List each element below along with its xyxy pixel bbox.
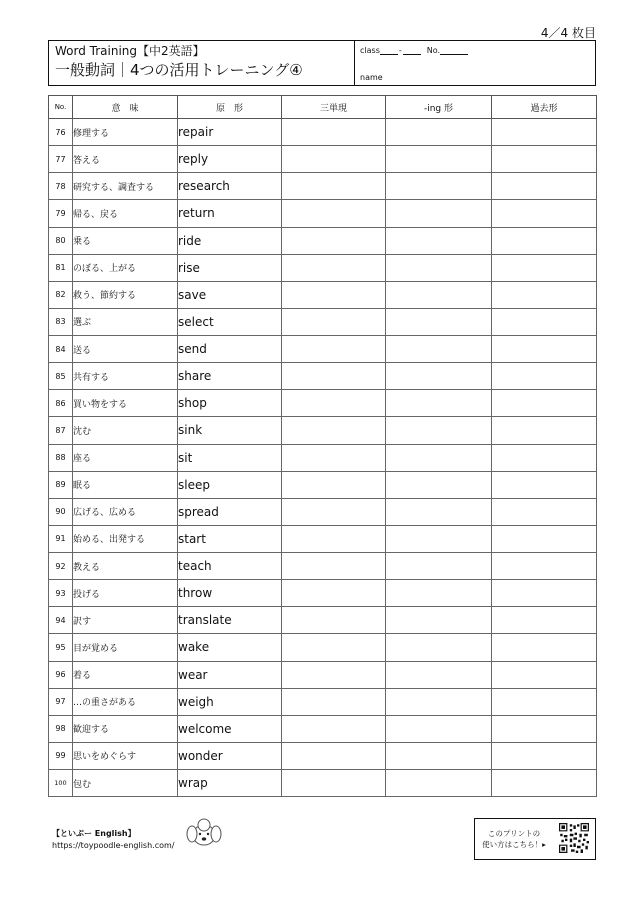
base-form-cell: repair: [178, 119, 282, 146]
ing-form-answer-cell[interactable]: [386, 173, 492, 200]
third-person-answer-cell[interactable]: [282, 498, 386, 525]
table-row: [49, 471, 597, 498]
base-form-cell: wrap: [178, 770, 282, 797]
base-form-cell: ride: [178, 227, 282, 254]
row-number: 93: [49, 580, 73, 607]
third-person-answer-cell[interactable]: [282, 444, 386, 471]
row-number: 86: [49, 390, 73, 417]
past-form-answer-cell[interactable]: [492, 336, 597, 363]
ing-form-answer-cell[interactable]: [386, 444, 492, 471]
meaning-cell: 修理する: [73, 119, 178, 146]
table-row: [49, 607, 597, 634]
ing-form-answer-cell[interactable]: [386, 661, 492, 688]
third-person-answer-cell[interactable]: [282, 146, 386, 173]
row-number: 96: [49, 661, 73, 688]
base-form-cell: return: [178, 200, 282, 227]
third-person-answer-cell[interactable]: [282, 661, 386, 688]
table-row: [49, 661, 597, 688]
row-number: 94: [49, 607, 73, 634]
table-row: [49, 525, 597, 552]
past-form-answer-cell[interactable]: [492, 308, 597, 335]
column-header-base: 原 形: [178, 96, 282, 119]
base-form-cell: welcome: [178, 715, 282, 742]
table-row: [49, 308, 597, 335]
past-form-answer-cell[interactable]: [492, 742, 597, 769]
guide-text-line1: このプリントの: [487, 829, 541, 838]
row-number: 99: [49, 742, 73, 769]
meaning-cell: 投げる: [73, 580, 178, 607]
row-number: 89: [49, 471, 73, 498]
past-form-answer-cell[interactable]: [492, 200, 597, 227]
guide-text-line2: 使い方はこちら！▸: [482, 840, 546, 849]
row-number: 87: [49, 417, 73, 444]
name-label: name: [360, 73, 383, 82]
number-label: No.: [426, 46, 441, 55]
past-form-answer-cell[interactable]: [492, 390, 597, 417]
past-form-answer-cell[interactable]: [492, 363, 597, 390]
third-person-answer-cell[interactable]: [282, 553, 386, 580]
ing-form-answer-cell[interactable]: [386, 742, 492, 769]
base-form-cell: sink: [178, 417, 282, 444]
ing-form-answer-cell[interactable]: [386, 254, 492, 281]
meaning-cell: 帰る、戻る: [73, 200, 178, 227]
base-form-cell: rise: [178, 254, 282, 281]
meaning-cell: 送る: [73, 336, 178, 363]
base-form-cell: translate: [178, 607, 282, 634]
meaning-cell: 答える: [73, 146, 178, 173]
meaning-cell: 沈む: [73, 417, 178, 444]
past-form-answer-cell[interactable]: [492, 688, 597, 715]
table-row: [49, 146, 597, 173]
base-form-cell: wear: [178, 661, 282, 688]
table-row: [49, 200, 597, 227]
row-number: 85: [49, 363, 73, 390]
meaning-cell: 眠る: [73, 471, 178, 498]
past-form-answer-cell[interactable]: [492, 281, 597, 308]
past-form-answer-cell[interactable]: [492, 227, 597, 254]
base-form-cell: wake: [178, 634, 282, 661]
row-number: 80: [49, 227, 73, 254]
meaning-cell: 研究する、調査する: [73, 173, 178, 200]
table-row: [49, 281, 597, 308]
ing-form-answer-cell[interactable]: [386, 525, 492, 552]
third-person-answer-cell[interactable]: [282, 200, 386, 227]
base-form-cell: wonder: [178, 742, 282, 769]
worksheet-subtitle: Word Training【中2英語】: [55, 44, 205, 58]
ing-form-answer-cell[interactable]: [386, 200, 492, 227]
ing-form-answer-cell[interactable]: [386, 363, 492, 390]
third-person-answer-cell[interactable]: [282, 607, 386, 634]
ing-form-answer-cell[interactable]: [386, 580, 492, 607]
class-blank[interactable]: [380, 46, 398, 55]
third-person-answer-cell[interactable]: [282, 525, 386, 552]
table-row: [49, 742, 597, 769]
third-person-answer-cell[interactable]: [282, 173, 386, 200]
meaning-cell: 座る: [73, 444, 178, 471]
base-form-cell: select: [178, 308, 282, 335]
third-person-answer-cell[interactable]: [282, 742, 386, 769]
table-row: [49, 688, 597, 715]
base-form-cell: teach: [178, 553, 282, 580]
meaning-cell: 始める、出発する: [73, 525, 178, 552]
class-separator: -: [398, 46, 402, 55]
meaning-cell: 包む: [73, 770, 178, 797]
table-row: [49, 119, 597, 146]
ing-form-answer-cell[interactable]: [386, 281, 492, 308]
ing-form-answer-cell[interactable]: [386, 688, 492, 715]
table-row: [49, 254, 597, 281]
row-number: 90: [49, 498, 73, 525]
base-form-cell: shop: [178, 390, 282, 417]
past-form-answer-cell[interactable]: [492, 471, 597, 498]
meaning-cell: 訳す: [73, 607, 178, 634]
ing-form-answer-cell[interactable]: [386, 390, 492, 417]
column-header-third-person: 三単現: [282, 96, 386, 119]
table-row: [49, 498, 597, 525]
base-form-cell: share: [178, 363, 282, 390]
base-form-cell: throw: [178, 580, 282, 607]
past-form-answer-cell[interactable]: [492, 254, 597, 281]
row-number: 98: [49, 715, 73, 742]
row-number: 91: [49, 525, 73, 552]
ing-form-answer-cell[interactable]: [386, 715, 492, 742]
row-number: 95: [49, 634, 73, 661]
title-block: [49, 41, 355, 85]
usage-guide-box[interactable]: [474, 818, 596, 860]
row-number: 84: [49, 336, 73, 363]
meaning-cell: 共有する: [73, 363, 178, 390]
past-form-answer-cell[interactable]: [492, 525, 597, 552]
meaning-cell: 思いをめぐらす: [73, 742, 178, 769]
base-form-cell: weigh: [178, 688, 282, 715]
table-row: [49, 336, 597, 363]
past-form-answer-cell[interactable]: [492, 607, 597, 634]
third-person-answer-cell[interactable]: [282, 417, 386, 444]
class-label: class: [360, 46, 380, 55]
meaning-cell: 目が覚める: [73, 634, 178, 661]
third-person-answer-cell[interactable]: [282, 281, 386, 308]
meaning-cell: 乗る: [73, 227, 178, 254]
row-number: 79: [49, 200, 73, 227]
base-form-cell: reply: [178, 146, 282, 173]
ing-form-answer-cell[interactable]: [386, 417, 492, 444]
base-form-cell: save: [178, 281, 282, 308]
row-number: 81: [49, 254, 73, 281]
past-form-answer-cell[interactable]: [492, 146, 597, 173]
number-blank[interactable]: [440, 46, 468, 55]
meaning-cell: 買い物をする: [73, 390, 178, 417]
past-form-answer-cell[interactable]: [492, 553, 597, 580]
ing-form-answer-cell[interactable]: [386, 498, 492, 525]
brand-name: 【といぷー English】: [52, 829, 136, 838]
ing-form-answer-cell[interactable]: [386, 146, 492, 173]
page-number: 4／4 枚目: [540, 26, 596, 40]
poodle-mascot-icon: [184, 818, 224, 850]
past-form-answer-cell[interactable]: [492, 634, 597, 661]
meaning-cell: …の重さがある: [73, 688, 178, 715]
table-row: [49, 173, 597, 200]
table-row: [49, 417, 597, 444]
third-person-answer-cell[interactable]: [282, 688, 386, 715]
third-person-answer-cell[interactable]: [282, 580, 386, 607]
table-row: [49, 580, 597, 607]
past-form-answer-cell[interactable]: [492, 770, 597, 797]
third-person-answer-cell[interactable]: [282, 390, 386, 417]
meaning-cell: 選ぶ: [73, 308, 178, 335]
table-row: [49, 770, 597, 797]
column-header-no: No.: [49, 96, 73, 119]
class-blank-2[interactable]: [403, 46, 421, 55]
table-row: [49, 390, 597, 417]
worksheet-title: 一般動詞｜4つの活用トレーニング④: [55, 61, 303, 79]
column-header-ing: -ing 形: [386, 96, 492, 119]
table-row: [49, 634, 597, 661]
row-number: 77: [49, 146, 73, 173]
row-number: 88: [49, 444, 73, 471]
meaning-cell: 広げる、広める: [73, 498, 178, 525]
base-form-cell: spread: [178, 498, 282, 525]
past-form-answer-cell[interactable]: [492, 498, 597, 525]
student-info-block: [355, 41, 595, 85]
third-person-answer-cell[interactable]: [282, 336, 386, 363]
third-person-answer-cell[interactable]: [282, 471, 386, 498]
ing-form-answer-cell[interactable]: [386, 770, 492, 797]
ing-form-answer-cell[interactable]: [386, 119, 492, 146]
row-number: 100: [49, 770, 73, 797]
ing-form-answer-cell[interactable]: [386, 308, 492, 335]
third-person-answer-cell[interactable]: [282, 363, 386, 390]
qr-code-icon[interactable]: [559, 823, 589, 853]
meaning-cell: のぼる、上がる: [73, 254, 178, 281]
meaning-cell: 教える: [73, 553, 178, 580]
past-form-answer-cell[interactable]: [492, 580, 597, 607]
table-row: [49, 715, 597, 742]
table-row: [49, 363, 597, 390]
ing-form-answer-cell[interactable]: [386, 634, 492, 661]
past-form-answer-cell[interactable]: [492, 715, 597, 742]
base-form-cell: start: [178, 525, 282, 552]
meaning-cell: 救う、節約する: [73, 281, 178, 308]
column-header-meaning: 意 味: [73, 96, 178, 119]
ing-form-answer-cell[interactable]: [386, 471, 492, 498]
base-form-cell: send: [178, 336, 282, 363]
third-person-answer-cell[interactable]: [282, 254, 386, 281]
meaning-cell: 歓迎する: [73, 715, 178, 742]
third-person-answer-cell[interactable]: [282, 308, 386, 335]
table-row: [49, 553, 597, 580]
table-header-row: [49, 96, 597, 119]
past-form-answer-cell[interactable]: [492, 119, 597, 146]
ing-form-answer-cell[interactable]: [386, 607, 492, 634]
row-number: 97: [49, 688, 73, 715]
row-number: 78: [49, 173, 73, 200]
third-person-answer-cell[interactable]: [282, 227, 386, 254]
table-row: [49, 444, 597, 471]
row-number: 83: [49, 308, 73, 335]
ing-form-answer-cell[interactable]: [386, 553, 492, 580]
past-form-answer-cell[interactable]: [492, 417, 597, 444]
past-form-answer-cell[interactable]: [492, 661, 597, 688]
row-number: 92: [49, 553, 73, 580]
worksheet-header: [48, 40, 596, 86]
third-person-answer-cell[interactable]: [282, 119, 386, 146]
verb-table: [48, 95, 597, 797]
ing-form-answer-cell[interactable]: [386, 336, 492, 363]
base-form-cell: sit: [178, 444, 282, 471]
past-form-answer-cell[interactable]: [492, 444, 597, 471]
past-form-answer-cell[interactable]: [492, 173, 597, 200]
site-url[interactable]: https://toypoodle-english.com/: [52, 841, 175, 850]
third-person-answer-cell[interactable]: [282, 770, 386, 797]
column-header-past: 過去形: [492, 96, 597, 119]
base-form-cell: research: [178, 173, 282, 200]
third-person-answer-cell[interactable]: [282, 715, 386, 742]
row-number: 76: [49, 119, 73, 146]
meaning-cell: 着る: [73, 661, 178, 688]
base-form-cell: sleep: [178, 471, 282, 498]
row-number: 82: [49, 281, 73, 308]
third-person-answer-cell[interactable]: [282, 634, 386, 661]
ing-form-answer-cell[interactable]: [386, 227, 492, 254]
table-row: [49, 227, 597, 254]
